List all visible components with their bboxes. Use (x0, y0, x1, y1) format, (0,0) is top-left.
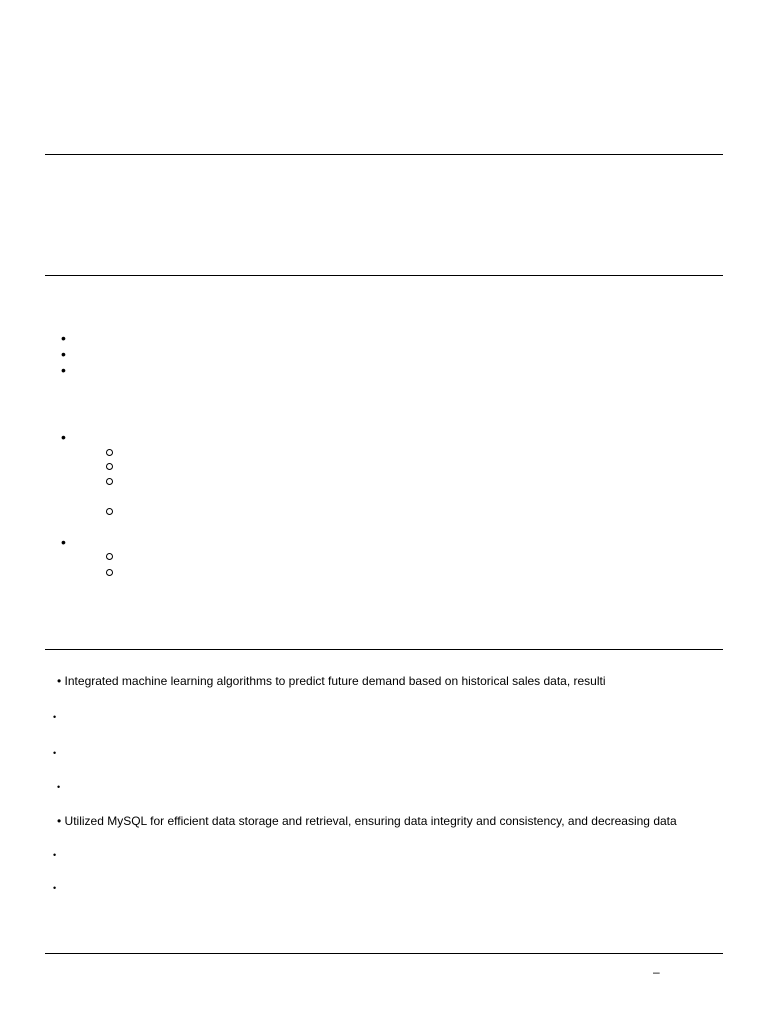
experience-bullet-marker: • (53, 883, 57, 893)
skills-sub-bullet (106, 553, 113, 560)
experience-bullet-marker: • (53, 712, 57, 722)
skills-bullet: • (61, 346, 66, 362)
experience-bullet-line (57, 814, 677, 828)
section-divider-experience (45, 649, 723, 650)
section-divider-top (45, 154, 723, 155)
experience-bullet-marker: • (53, 748, 57, 758)
skills-bullet: • (61, 330, 66, 346)
bullet-marker: • (57, 674, 62, 688)
section-divider-summary (45, 275, 723, 276)
skills-sub-bullet (106, 508, 113, 515)
skills-bullet: • (61, 534, 66, 550)
skills-sub-bullet (106, 478, 113, 485)
skills-sub-bullet (106, 463, 113, 470)
skills-sub-bullet (106, 449, 113, 456)
section-divider-bottom (45, 953, 723, 954)
experience-bullet-marker: • (57, 782, 61, 792)
experience-bullet-marker: • (53, 850, 57, 860)
skills-bullet: • (61, 362, 66, 378)
skills-bullet: • (61, 429, 66, 445)
skills-sub-bullet (106, 569, 113, 576)
footer-dash: – (653, 965, 660, 979)
bullet-text: Integrated machine learning algorithms to predict future demand based on historical sales data, resulti (64, 674, 606, 688)
bullet-text: Utilized MySQL for efficient data storage and retrieval, ensuring data integrity and consistency, and decreasing data (64, 814, 677, 828)
bullet-marker: • (57, 814, 62, 828)
experience-bullet-line (57, 674, 606, 688)
